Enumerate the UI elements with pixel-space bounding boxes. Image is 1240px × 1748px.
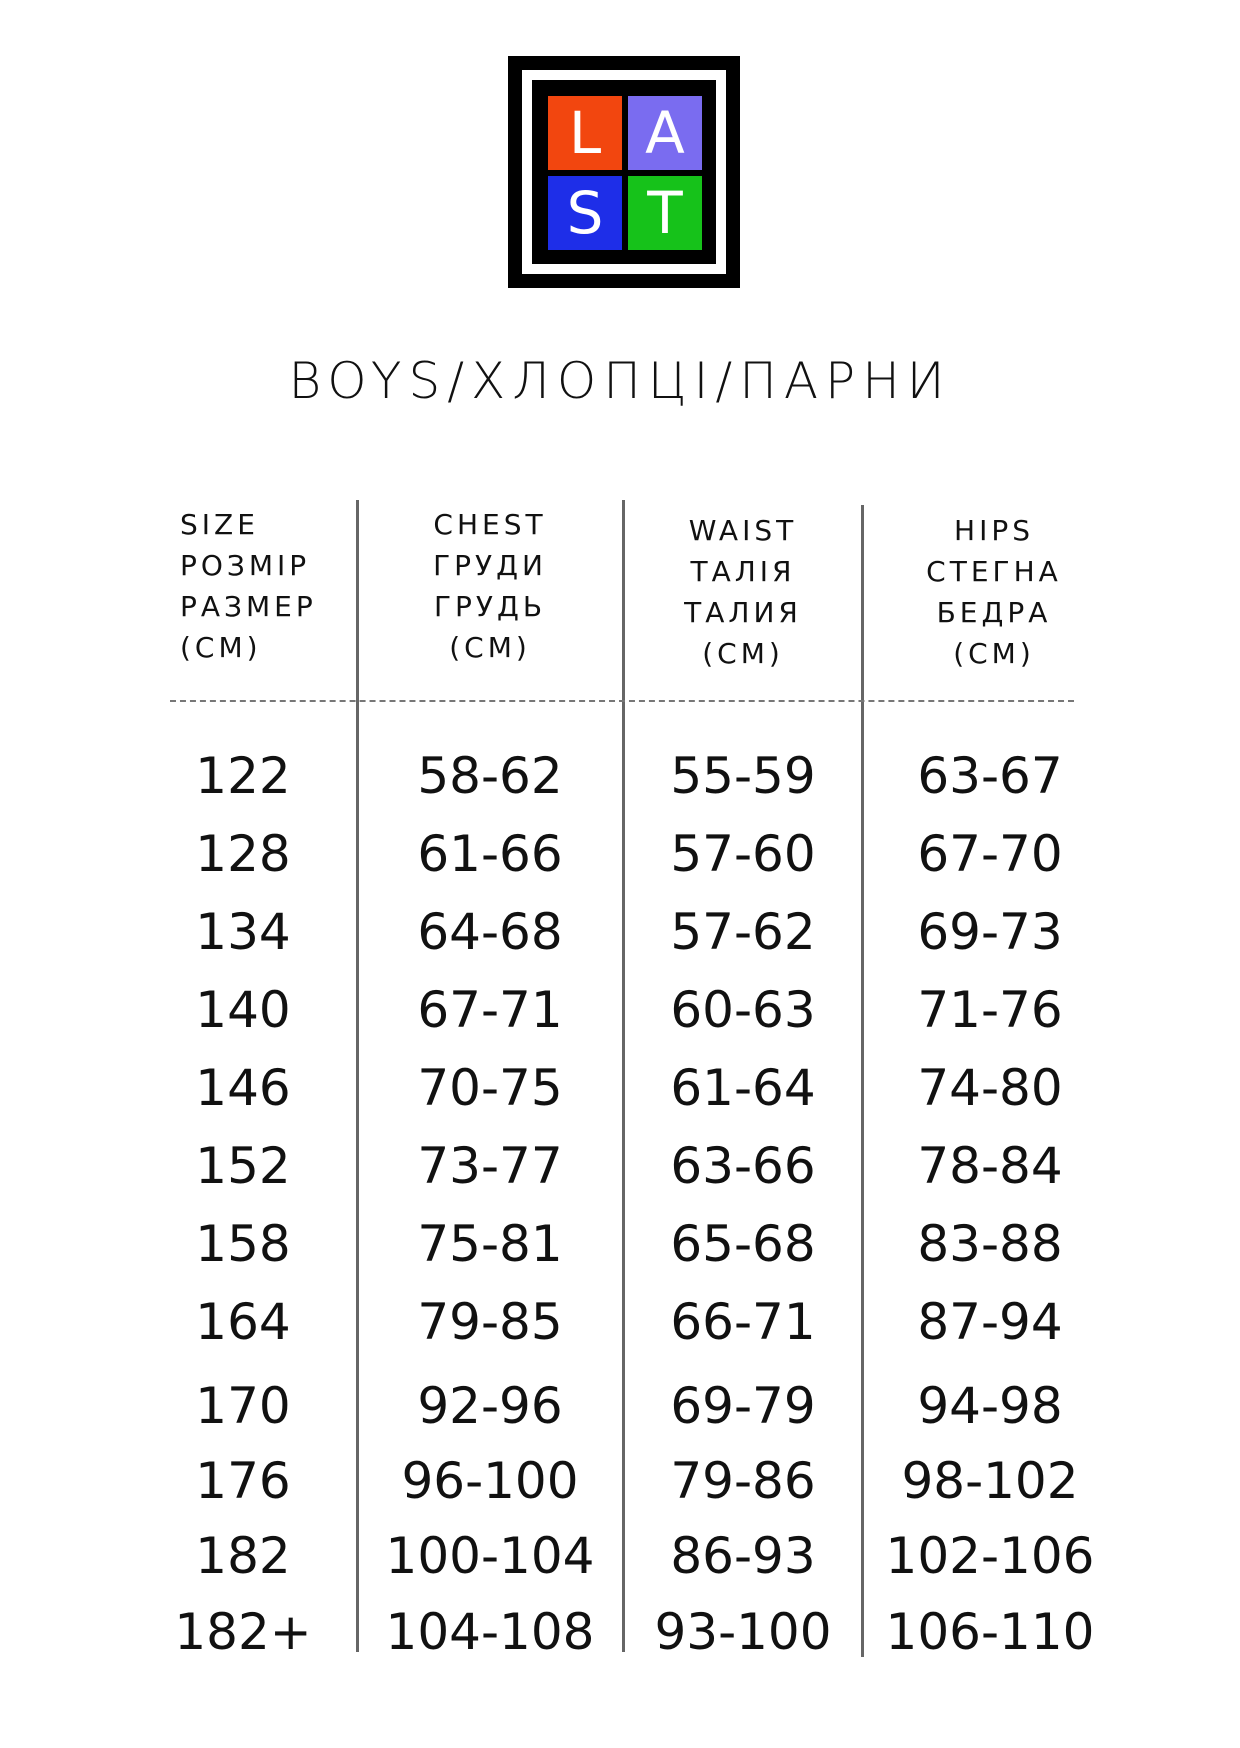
cell-size: 140 (195, 981, 291, 1039)
cell-chest: 92-96 (417, 1377, 563, 1435)
cell-chest: 58-62 (417, 747, 563, 805)
cell-hips: 102-106 (885, 1527, 1095, 1585)
column-divider-1 (356, 500, 359, 1652)
cell-chest: 73-77 (417, 1137, 563, 1195)
cell-size: 164 (195, 1293, 291, 1351)
cell-waist: 63-66 (670, 1137, 816, 1195)
cell-hips: 69-73 (917, 903, 1063, 961)
cell-size: 146 (195, 1059, 291, 1117)
header-waist: WAIST ТАЛІЯ ТАЛИЯ (CM) (684, 514, 802, 670)
cell-hips: 71-76 (917, 981, 1063, 1039)
cell-waist: 60-63 (670, 981, 816, 1039)
cell-size: 134 (195, 903, 291, 961)
column-divider-2 (622, 500, 625, 1652)
cell-size: 182+ (174, 1603, 312, 1661)
cell-waist: 57-62 (670, 903, 816, 961)
cell-hips: 94-98 (917, 1377, 1063, 1435)
cell-waist: 93-100 (654, 1603, 832, 1661)
cell-hips: 87-94 (917, 1293, 1063, 1351)
cell-hips: 78-84 (917, 1137, 1063, 1195)
cell-size: 158 (195, 1215, 291, 1273)
cell-chest: 75-81 (417, 1215, 563, 1273)
cell-size: 122 (195, 747, 291, 805)
column-divider-3 (861, 505, 864, 1657)
cell-size: 128 (195, 825, 291, 883)
cell-chest: 96-100 (401, 1452, 579, 1510)
cell-hips: 67-70 (917, 825, 1063, 883)
cell-chest: 100-104 (385, 1527, 595, 1585)
header-chest: CHEST ГРУДИ ГРУДЬ (CM) (433, 508, 547, 664)
cell-waist: 65-68 (670, 1215, 816, 1273)
brand-logo (508, 56, 740, 288)
cell-chest: 70-75 (417, 1059, 563, 1117)
cell-hips: 98-102 (901, 1452, 1079, 1510)
cell-hips: 74-80 (917, 1059, 1063, 1117)
cell-waist: 69-79 (670, 1377, 816, 1435)
logo-tile-a: A (628, 96, 702, 170)
cell-size: 152 (195, 1137, 291, 1195)
logo-tile-s: S (548, 176, 622, 250)
cell-size: 170 (195, 1377, 291, 1435)
cell-hips: 106-110 (885, 1603, 1095, 1661)
cell-chest: 61-66 (417, 825, 563, 883)
cell-hips: 63-67 (917, 747, 1063, 805)
header-hips: HIPS СТЕГНА БЕДРА (CM) (926, 514, 1062, 670)
cell-waist: 57-60 (670, 825, 816, 883)
logo-tile-l: L (548, 96, 622, 170)
cell-chest: 104-108 (385, 1603, 595, 1661)
cell-chest: 79-85 (417, 1293, 563, 1351)
cell-waist: 86-93 (670, 1527, 816, 1585)
cell-waist: 79-86 (670, 1452, 816, 1510)
logo-tile-t: T (628, 176, 702, 250)
cell-chest: 67-71 (417, 981, 563, 1039)
cell-size: 182 (195, 1527, 291, 1585)
cell-chest: 64-68 (417, 903, 563, 961)
cell-size: 176 (195, 1452, 291, 1510)
page-title: BOYS/ХЛОПЦІ/ПАРНИ (288, 352, 952, 410)
cell-waist: 55-59 (670, 747, 816, 805)
header-separator (170, 700, 1074, 702)
cell-waist: 61-64 (670, 1059, 816, 1117)
cell-waist: 66-71 (670, 1293, 816, 1351)
header-size: SIZE РОЗМІР РАЗМЕР (CM) (180, 508, 317, 664)
cell-hips: 83-88 (917, 1215, 1063, 1273)
